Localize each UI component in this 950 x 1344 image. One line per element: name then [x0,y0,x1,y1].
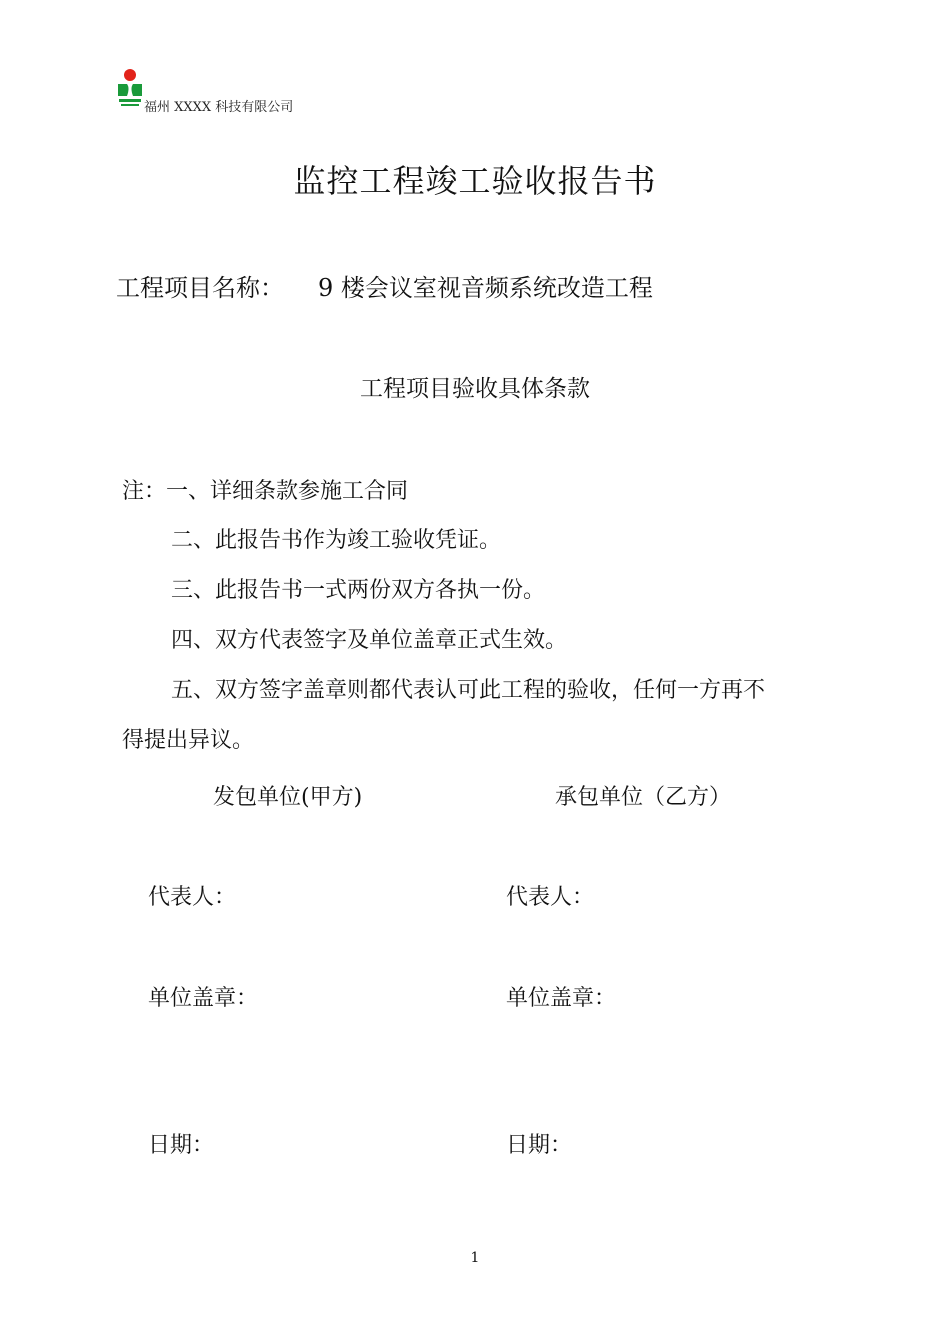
party-a-heading: 发包单位(甲方) [213,785,363,810]
note-line: 注：一、详细条款参施工合同 [122,479,409,504]
company-logo [115,66,145,110]
party-b-heading: 承包单位（乙方） [555,785,732,810]
note-line: 三、此报告书一式两份双方各执一份。 [171,578,546,603]
party-a-seal: 单位盖章： [148,986,259,1011]
project-line [116,268,653,303]
section-subtitle: 工程项目验收具体条款 [360,376,590,402]
note-line: 得提出异议。 [122,728,255,753]
logo-icon [115,66,145,110]
company-name: 福州 XXXX 科技有限公司 [144,100,294,115]
party-a-date: 日期： [148,1133,215,1158]
party-a-representative: 代表人： [148,885,237,910]
party-b-representative: 代表人： [506,885,595,910]
page-number: 1 [470,1250,480,1266]
note-line: 四、双方代表签字及单位盖章正式生效。 [171,628,568,653]
note-line: 二、此报告书作为竣工验收凭证。 [171,528,502,553]
party-b-seal: 单位盖章： [506,986,617,1011]
project-name: 9 楼会议室视音频系统改造工程 [318,274,653,302]
party-b-date: 日期： [506,1133,573,1158]
project-label: 工程项目名称： [116,274,284,302]
note-line: 五、双方签字盖章则都代表认可此工程的验收，任何一方再不 [171,678,766,703]
document-title: 监控工程竣工验收报告书 [293,162,657,200]
